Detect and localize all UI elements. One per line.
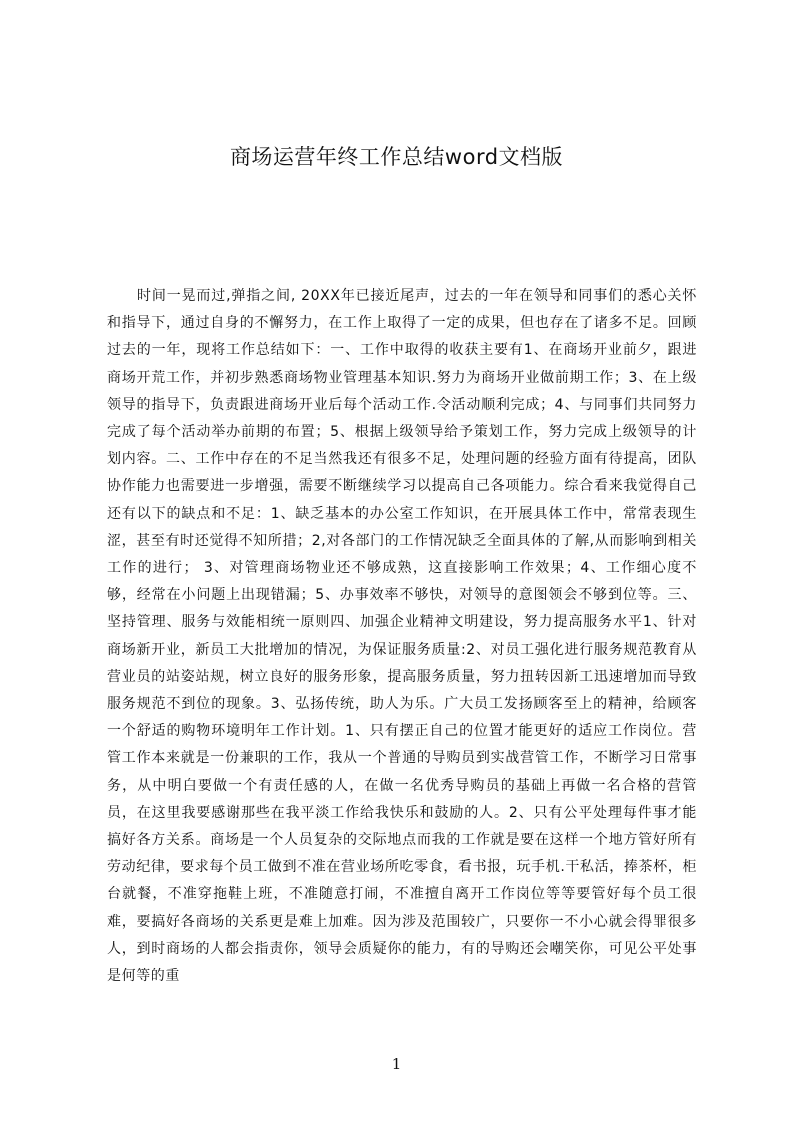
body-paragraph: 时间一晃而过,弹指之间, 20XX年已接近尾声，过去的一年在领导和同事们的悉心关怀和指导下，通过自身的不懈努力，在工作上取得了一定的成果，但也存在了诸多不足。回顾过去的一年，现将工作总结如下：一、工作中取得的收获主要有1、在商场开业前夕，跟进商场开荒工作，并初步熟悉商场物业管理基本知识.努力为商场开业做前期工作；3、在上级领导的指导下，负责跟进商场开业后每个活动工作.令活动顺利完成；4、与同事们共同努力完成了每个活动举办前期的布置；5、根据上级领导给予策划工作，努力完成上级领导的计划内容。二、工作中存在的不足当然我还有很多不足，处理问题的经验方面有待提高，团队协作能力也需要进一步增强，需要不断继续学习以提高自己各项能力。综合看来我觉得自己还有以下的缺点和不足：1、缺乏基本的办公室工作知识，在开展具体工作中，常常表现生涩，甚至有时还觉得不知所措；2,对各部门的工作情况缺乏全面具体的了解,从而影响到相关工作的进行； 3、对管理商场物业还不够成熟，这直接影响工作效果；4、工作细心度不够，经常在小问题上出现错漏；5、办事效率不够快，对领导的意图领会不够到位等。三、坚持管理、服务与效能相统一原则四、加强企业精神文明建设，努力提高服务水平1、针对商场新开业，新员工大批增加的情况，为保证服务质量:2、对员工强化进行服务规范教育从营业员的站姿站规，树立良好的服务形象，提高服务质量，努力扭转因新工迅速增加而导致服务规范不到位的现象。3、弘扬传统，助人为乐。广大员工发扬顾客至上的精神，给顾客一个舒适的购物环境明年工作计划。1、只有摆正自己的位置才能更好的适应工作岗位。营管工作本来就是一份兼职的工作，我从一个普通的导购员到实战营管工作，不断学习日常事务，从中明白要做一个有责任感的人，在做一名优秀导购员的基础上再做一名合格的营管员，在这里我要感谢那些在我平淡工作给我快乐和鼓励的人。2、只有公平处理每件事才能搞好各方关系。商场是一个人员复杂的交际地点而我的工作就是要在这样一个地方管好所有劳动纪律，要求每个员工做到不准在营业场所吃零食，看书报，玩手机.干私活，捧茶杯，柜台就餐，不准穿拖鞋上班，不准随意打闹，不准擅自离开工作岗位等等要管好每个员工很难，要搞好各商场的关系更是难上加难。因为涉及范围较广，只要你一不小心就会得罪很多人，到时商场的人都会指责你，领导会质疑你的能力，有的导购还会嘲笑你，可见公平处事是何等的重 [107,288,697,985]
page-number: 1 [391,1055,402,1073]
document-title: 商场运营年终工作总结word文档版 [229,145,564,169]
